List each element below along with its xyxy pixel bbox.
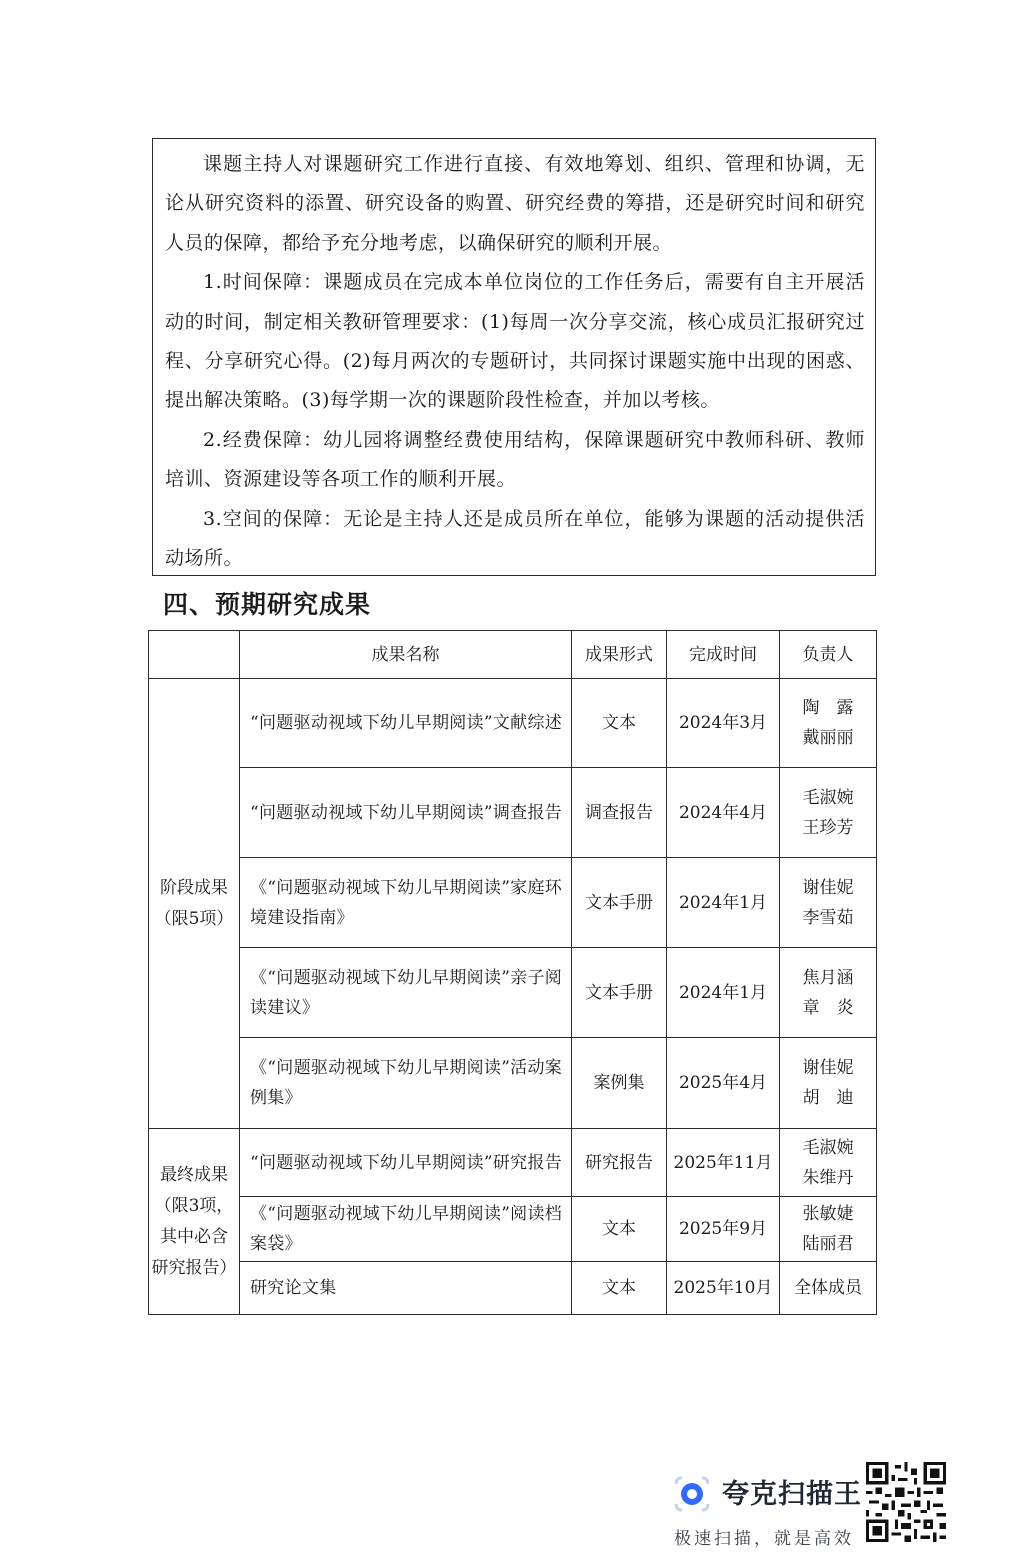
result-people: 焦月涵 章 炎 <box>780 948 877 1038</box>
header-form: 成果形式 <box>572 631 667 679</box>
table-row <box>149 679 877 768</box>
table-row <box>149 768 877 858</box>
result-name: 《“问题驱动视域下幼儿早期阅读”活动案例集》 <box>240 1038 572 1129</box>
result-name: “问题驱动视域下幼儿早期阅读”研究报告 <box>240 1129 572 1197</box>
result-name: 研究论文集 <box>240 1262 572 1315</box>
scanner-slogan: 极速扫描，就是高效 <box>674 1529 854 1549</box>
result-time: 2025年10月 <box>667 1262 780 1315</box>
result-time: 2024年1月 <box>667 858 780 948</box>
table-row <box>149 1197 877 1262</box>
result-people: 张敏婕 陆丽君 <box>780 1197 877 1262</box>
result-people: 毛淑婉 王珍芳 <box>780 768 877 858</box>
table-row <box>149 1262 877 1315</box>
paragraph-time: 1.时间保障：课题成员在完成本单位岗位的工作任务后，需要有自主开展活动的时间，制定相关教研管理要求：(1)每周一次分享交流，核心成员汇报研究过程、分享研究心得。(2)每月两次的专题研讨，共同探讨课题实施中出现的困惑、提出解决策略。(3)每学期一次的课题阶段性检查，并加以考核。 <box>165 271 865 412</box>
result-name: 《“问题驱动视域下幼儿早期阅读”家庭环境建设指南》 <box>240 858 572 948</box>
result-form: 文本手册 <box>572 948 667 1038</box>
header-name: 成果名称 <box>240 631 572 679</box>
result-form: 研究报告 <box>572 1129 667 1197</box>
table-row <box>149 1129 877 1197</box>
result-people: 谢佳妮 胡 迪 <box>780 1038 877 1129</box>
result-name: 《“问题驱动视域下幼儿早期阅读”阅读档案袋》 <box>240 1197 572 1262</box>
paragraph-funding: 2.经费保障：幼儿园将调整经费使用结构，保障课题研究中教师科研、教师培训、资源建设等各项工作的顺利开展。 <box>165 428 865 491</box>
result-people: 毛淑婉 朱维丹 <box>780 1129 877 1197</box>
header-time: 完成时间 <box>667 631 780 679</box>
quark-logo-icon <box>672 1474 712 1514</box>
result-name: 《“问题驱动视域下幼儿早期阅读”亲子阅读建议》 <box>240 948 572 1038</box>
paragraph-intro: 课题主持人对课题研究工作进行直接、有效地筹划、组织、管理和协调，无论从研究资料的添置、研究设备的购置、研究经费的筹措，还是研究时间和研究人员的保障，都给予充分地考虑，以确保研究的顺利开展。 <box>165 153 865 254</box>
table-row <box>149 948 877 1038</box>
result-form: 文本手册 <box>572 858 667 948</box>
section-title: 四、预期研究成果 <box>163 590 372 619</box>
result-people: 全体成员 <box>780 1262 877 1315</box>
result-form: 案例集 <box>572 1038 667 1129</box>
qr-code-icon <box>866 1462 946 1542</box>
result-form: 文本 <box>572 1197 667 1262</box>
scanner-brand: 夸克扫描王 <box>722 1479 862 1510</box>
result-name: “问题驱动视域下幼儿早期阅读”文献综述 <box>240 679 572 768</box>
table-header-row <box>149 631 877 679</box>
result-form: 文本 <box>572 1262 667 1315</box>
result-time: 2025年9月 <box>667 1197 780 1262</box>
result-form: 调查报告 <box>572 768 667 858</box>
result-time: 2024年1月 <box>667 948 780 1038</box>
guarantee-box <box>152 138 876 576</box>
result-time: 2024年3月 <box>667 679 780 768</box>
header-group <box>149 631 240 679</box>
group-label-stage: 阶段成果 （限5项） <box>149 679 240 1129</box>
result-form: 文本 <box>572 679 667 768</box>
table-row <box>149 1038 877 1129</box>
table-row <box>149 858 877 948</box>
result-people: 谢佳妮 李雪茹 <box>780 858 877 948</box>
result-time: 2025年4月 <box>667 1038 780 1129</box>
header-people: 负责人 <box>780 631 877 679</box>
result-time: 2025年11月 <box>667 1129 780 1197</box>
result-people: 陶 露 戴丽丽 <box>780 679 877 768</box>
scanner-watermark <box>672 1462 952 1557</box>
group-label-final: 最终成果 （限3项， 其中必含 研究报告） <box>149 1129 240 1315</box>
result-time: 2024年4月 <box>667 768 780 858</box>
results-table <box>148 630 877 1315</box>
paragraph-space: 3.空间的保障：无论是主持人还是成员所在单位，能够为课题的活动提供活动场所。 <box>165 507 865 570</box>
result-name: “问题驱动视域下幼儿早期阅读”调查报告 <box>240 768 572 858</box>
